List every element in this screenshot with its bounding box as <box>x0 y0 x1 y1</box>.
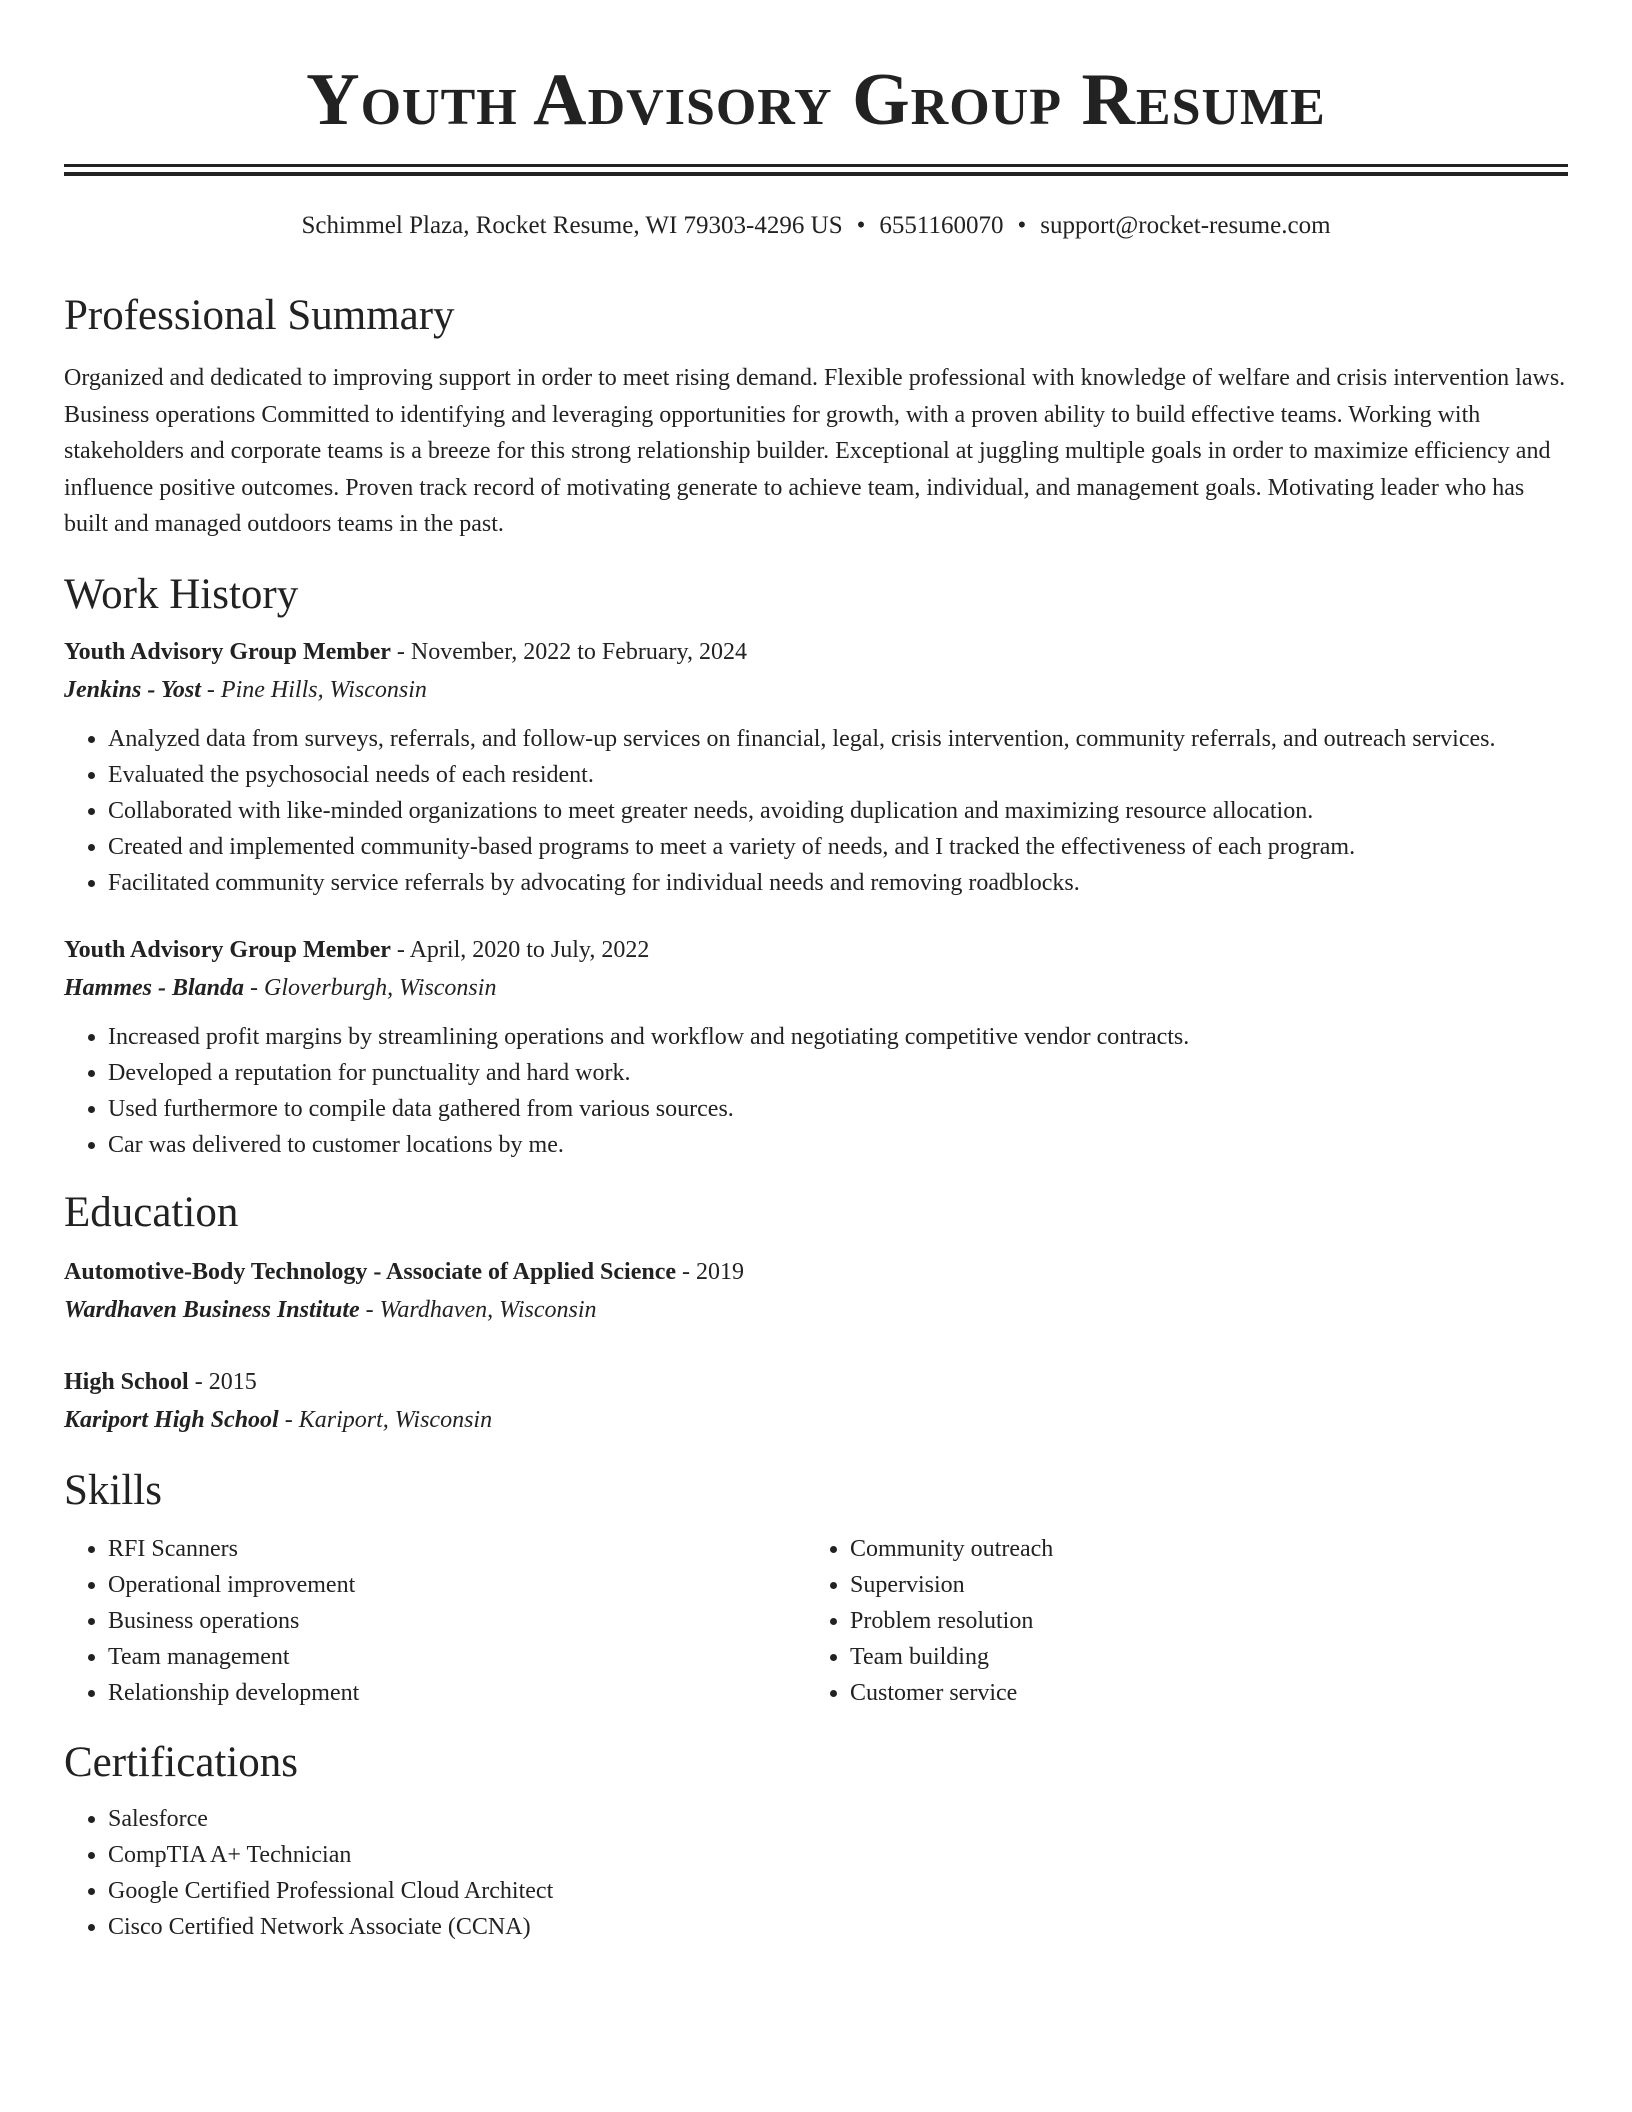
job-dates: - November, 2022 to February, 2024 <box>396 638 747 665</box>
job-company: Hammes - Blanda <box>64 974 245 1001</box>
certification-item: • CompTIA A+ Technician <box>108 1837 1568 1873</box>
skill-item: • Customer service <box>850 1675 1548 1711</box>
job-dates: - April, 2020 to July, 2022 <box>396 936 650 963</box>
job-bullet: • Created and implemented community-based programs to meet a variety of needs, and I tracked the effectiveness of each program. <box>108 829 1568 865</box>
job-bullets <box>64 1019 1568 1163</box>
skills-list <box>64 1531 806 1711</box>
contact-email: support@rocket-resume.com <box>1040 212 1331 239</box>
work-history-section <box>64 569 1568 1163</box>
contact-line <box>64 210 1568 242</box>
resume-title: Youth Advisory Group Resume <box>306 59 1326 141</box>
job-title: Youth Advisory Group Member <box>64 638 391 665</box>
education-school-line <box>64 1401 1568 1439</box>
skills-section <box>64 1465 1568 1711</box>
certifications-section <box>64 1737 1568 1945</box>
education-entry <box>64 1253 1568 1329</box>
section-heading-certifications: Certifications <box>64 1738 299 1786</box>
certification-item: • Salesforce <box>108 1801 1568 1837</box>
job-bullet: • Car was delivered to customer locations by me. <box>108 1127 1568 1163</box>
skill-item: • Business operations <box>108 1603 806 1639</box>
certification-item: • Cisco Certified Network Associate (CCNA) <box>108 1909 1568 1945</box>
job-bullet: • Facilitated community service referrals by advocating for individual needs and removing roadblocks. <box>108 865 1568 901</box>
skill-item: • Team management <box>108 1639 806 1675</box>
job-title: Youth Advisory Group Member <box>64 936 391 963</box>
job-company: Jenkins - Yost <box>64 676 201 703</box>
certification-item: • Google Certified Professional Cloud Architect <box>108 1873 1568 1909</box>
job-title-line <box>64 931 1568 969</box>
summary-section <box>64 290 1568 543</box>
resume-page <box>64 0 1568 1945</box>
education-degree-line <box>64 1253 1568 1291</box>
summary-text: Organized and dedicated to improving support in order to meet rising demand. Flexible professional with knowledge of welfare and crisis intervention laws. Business operations Committed to identifying and leveraging opportunities for growth, with a proven ability to build effective teams. Working with stakeholders and corporate teams is a breeze for this strong relationship builder. Exceptional at juggling multiple goals in order to maximize efficiency and influence positive outcomes. Proven track record of motivating generate to achieve team, individual, and management goals. Motivating leader who has built and managed outdoors teams in the past. <box>64 365 1566 537</box>
job-bullet: • Increased profit margins by streamlining operations and workflow and negotiating competitive vendor contracts. <box>108 1019 1568 1055</box>
section-heading-work: Work History <box>64 570 299 618</box>
contact-separator: • <box>1017 212 1027 239</box>
job-bullet: • Analyzed data from surveys, referrals, and follow-up services on financial, legal, crisis intervention, community referrals, and outreach services. <box>108 721 1568 757</box>
title-double-rule <box>64 164 1568 176</box>
education-degree-line <box>64 1363 1568 1401</box>
education-location: - Kariport, Wisconsin <box>284 1406 493 1433</box>
job-bullet: • Collaborated with like-minded organizations to meet greater needs, avoiding duplication and maximizing resource allocation. <box>108 793 1568 829</box>
education-entry <box>64 1363 1568 1439</box>
education-school-line <box>64 1291 1568 1329</box>
skills-column-right <box>806 1531 1548 1711</box>
job-bullet: • Evaluated the psychosocial needs of each resident. <box>108 757 1568 793</box>
job-location: - Gloverburgh, Wisconsin <box>250 974 497 1001</box>
education-degree: High School <box>64 1368 189 1395</box>
education-year: - 2019 <box>682 1258 745 1285</box>
section-heading-skills: Skills <box>64 1466 162 1514</box>
skill-item: • Supervision <box>850 1567 1548 1603</box>
skills-list <box>806 1531 1548 1711</box>
skill-item: • Team building <box>850 1639 1548 1675</box>
education-school: Wardhaven Business Institute <box>64 1296 360 1323</box>
skill-item: • Operational improvement <box>108 1567 806 1603</box>
education-section <box>64 1187 1568 1439</box>
contact-phone: 6551160070 <box>879 212 1004 239</box>
section-heading-summary: Professional Summary <box>64 292 455 339</box>
job-company-line <box>64 671 1568 709</box>
job-entry <box>64 931 1568 1163</box>
skill-item: • Problem resolution <box>850 1603 1548 1639</box>
skill-item: • RFI Scanners <box>108 1531 806 1567</box>
job-company-line <box>64 969 1568 1007</box>
skill-item: • Relationship development <box>108 1675 806 1711</box>
job-bullets <box>64 721 1568 901</box>
education-location: - Wardhaven, Wisconsin <box>365 1296 597 1323</box>
skill-item: • Community outreach <box>850 1531 1548 1567</box>
job-bullet: • Used furthermore to compile data gathered from various sources. <box>108 1091 1568 1127</box>
job-location: - Pine Hills, Wisconsin <box>206 676 427 703</box>
contact-address: Schimmel Plaza, Rocket Resume, WI 79303-4296 US <box>301 212 843 239</box>
job-title-line <box>64 633 1568 671</box>
job-entry <box>64 633 1568 901</box>
education-degree: Automotive-Body Technology - Associate of Applied Science <box>64 1258 677 1285</box>
contact-separator: • <box>856 212 866 239</box>
education-school: Kariport High School <box>64 1406 279 1433</box>
education-year: - 2015 <box>194 1368 257 1395</box>
skills-column-left <box>64 1531 806 1711</box>
section-heading-education: Education <box>64 1188 239 1236</box>
skills-columns <box>64 1531 1568 1711</box>
certifications-list <box>64 1801 1568 1945</box>
job-bullet: • Developed a reputation for punctuality and hard work. <box>108 1055 1568 1091</box>
